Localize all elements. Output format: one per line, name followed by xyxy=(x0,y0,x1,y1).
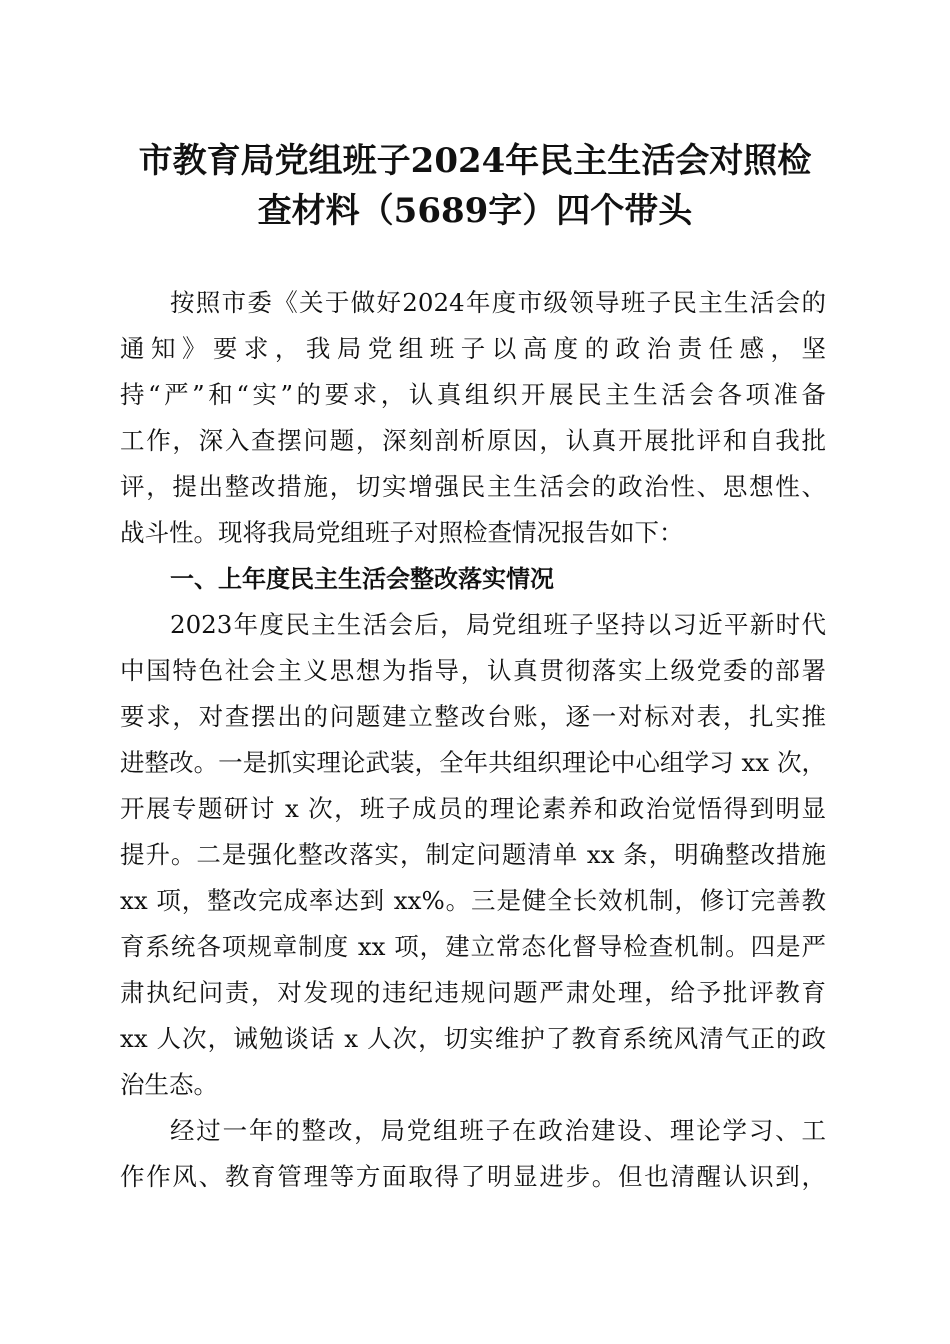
title-line: 市教育局党组班子2024年民主生活会对照检 xyxy=(138,141,812,181)
body-paragraph xyxy=(120,602,826,1108)
text-line: 治生态。 xyxy=(120,1070,218,1099)
text-line: 肃执纪问责，对发现的违纪违规问题严肃处理，给予批评教育 xyxy=(120,978,826,1007)
text-line: 一、上年度民主生活会整改落实情况 xyxy=(170,565,554,593)
text-line: 2023年度民主生活会后，局党组班子坚持以习近平新时代 xyxy=(170,610,826,639)
text-line: 进整改。一是抓实理论武装，全年共组织理论中心组学习 xx 次， xyxy=(120,748,826,777)
text-line: 战斗性。现将我局党组班子对照检查情况报告如下： xyxy=(120,518,684,547)
document-body xyxy=(120,280,826,1200)
text-line: 评，提出整改措施，切实增强民主生活会的政治性、思想性、 xyxy=(120,472,826,501)
text-line: 作作风、教育管理等方面取得了明显进步。但也清醒认识到， xyxy=(120,1162,826,1191)
text-line: xx 项，整改完成率达到 xx%。三是健全长效机制，修订完善教 xyxy=(120,886,826,915)
document-title xyxy=(100,136,850,236)
text-line: 经过一年的整改，局党组班子在政治建设、理论学习、工 xyxy=(170,1116,826,1145)
section-heading xyxy=(120,556,826,602)
text-line: 要求，对查摆出的问题建立整改台账，逐一对标对表，扎实推 xyxy=(120,702,826,731)
text-line: 开展专题研讨 x 次，班子成员的理论素养和政治觉悟得到明显 xyxy=(120,794,826,823)
text-line: 通知》要求，我局党组班子以高度的政治责任感，坚 xyxy=(120,334,826,363)
text-line: xx 人次，诫勉谈话 x 人次，切实维护了教育系统风清气正的政 xyxy=(120,1024,826,1053)
text-line: 按照市委《关于做好2024年度市级领导班子民主生活会的 xyxy=(170,288,826,317)
text-line: 提升。二是强化整改落实，制定问题清单 xx 条，明确整改措施 xyxy=(120,840,826,869)
text-line: 工作，深入查摆问题，深刻剖析原因，认真开展批评和自我批 xyxy=(120,426,826,455)
body-paragraph xyxy=(120,1108,826,1200)
text-line: 育系统各项规章制度 xx 项，建立常态化督导检查机制。四是严 xyxy=(120,932,826,961)
text-line: 持“严”和“实”的要求，认真组织开展民主生活会各项准备 xyxy=(120,380,826,409)
title-line: 查材料（5689字）四个带头 xyxy=(257,191,693,231)
body-paragraph xyxy=(120,280,826,556)
text-line: 中国特色社会主义思想为指导，认真贯彻落实上级党委的部署 xyxy=(120,656,826,685)
